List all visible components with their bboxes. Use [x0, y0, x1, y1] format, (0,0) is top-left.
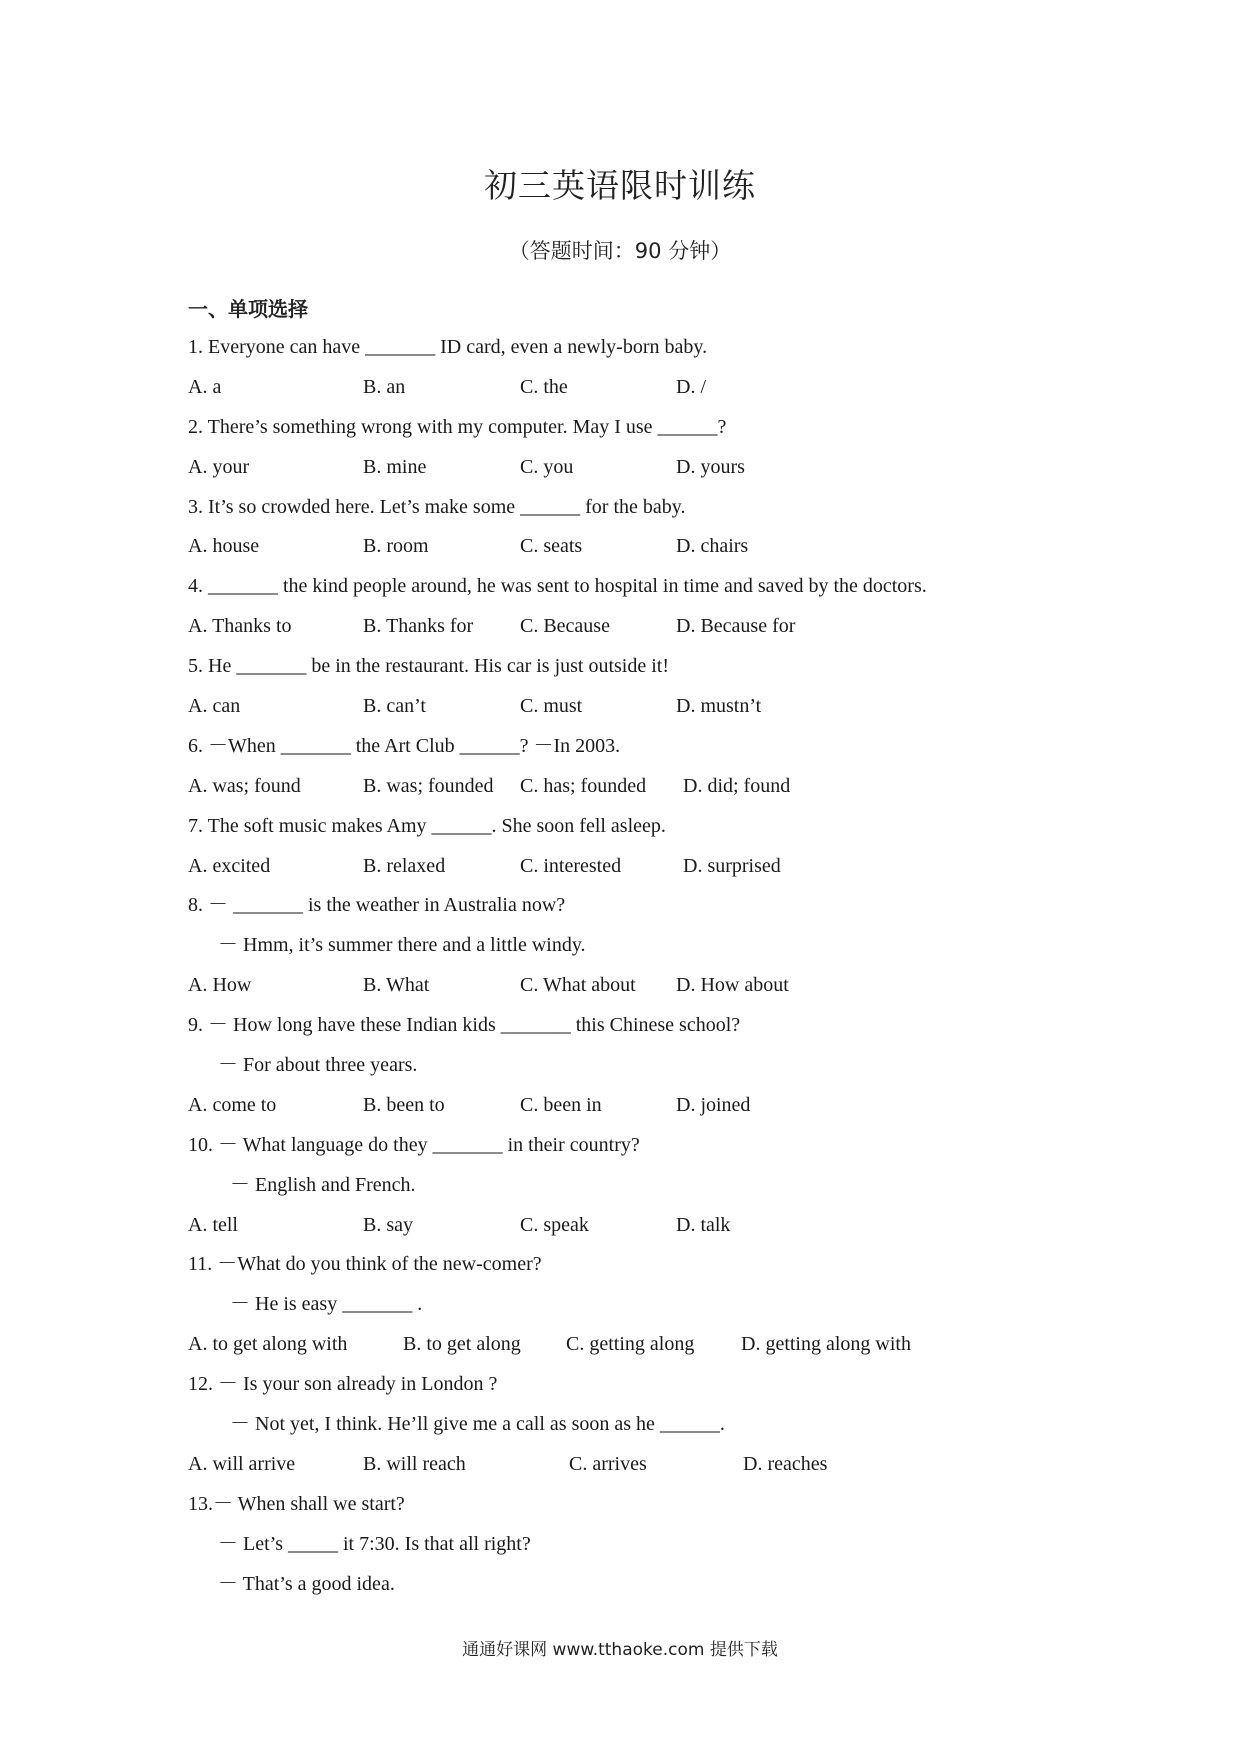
question-stem: 4. _______ the kind people around, he was sent to hospital in time and saved by the doctors. [188, 575, 927, 598]
option-c: C. you [520, 455, 574, 478]
option-a: A. to get along with [188, 1333, 348, 1356]
option-a: A. was; found [188, 774, 301, 797]
page-title: 初三英语限时训练 [484, 166, 756, 205]
option-a: A. will arrive [188, 1452, 296, 1475]
option-d: D. did; found [683, 774, 791, 797]
dialogue-line: － English and French. [230, 1173, 416, 1196]
option-c: C. has; founded [520, 774, 647, 797]
question-stem: 9. － How long have these Indian kids _______ this Chinese school? [188, 1014, 741, 1037]
answer-options [188, 1086, 1088, 1126]
option-c: C. seats [520, 535, 583, 558]
option-b: B. was; founded [363, 774, 494, 797]
question-stem: 2. There’s something wrong with my computer. May I use ______? [188, 415, 727, 438]
answer-options [188, 527, 1088, 567]
option-a: A. excited [188, 854, 271, 877]
question-stem: 8. － _______ is the weather in Australia now? [188, 894, 566, 917]
option-d: D. Because for [676, 615, 796, 638]
option-d: D. mustn’t [676, 695, 762, 718]
answer-options [188, 1325, 1088, 1365]
question-stem: 3. It’s so crowded here. Let’s make some ______ for the baby. [188, 495, 686, 518]
dialogue-line: － He is easy _______ . [230, 1293, 423, 1316]
question-stem: 13.－ When shall we start? [188, 1492, 405, 1515]
answer-options [188, 966, 1088, 1006]
option-d: D. yours [676, 455, 745, 478]
question-stem: 7. The soft music makes Amy ______. She soon fell asleep. [188, 814, 666, 837]
question-list [188, 328, 1088, 1605]
option-b: B. Thanks for [363, 615, 474, 638]
option-c: C. been in [520, 1093, 602, 1116]
option-c: C. arrives [569, 1452, 647, 1475]
option-c: C. interested [520, 854, 622, 877]
option-b: B. been to [363, 1093, 445, 1116]
option-b: B. What [363, 974, 430, 997]
option-c: C. Because [520, 615, 610, 638]
option-b: B. an [363, 375, 406, 398]
section-heading: 一、单项选择 [188, 297, 308, 321]
option-c: C. speak [520, 1213, 589, 1236]
option-d: D. joined [676, 1093, 751, 1116]
option-a: A. tell [188, 1213, 238, 1236]
answer-options [188, 368, 1088, 408]
option-b: B. relaxed [363, 854, 446, 877]
question-stem: 5. He _______ be in the restaurant. His car is just outside it! [188, 655, 670, 678]
dialogue-line: － Hmm, it’s summer there and a little windy. [218, 934, 586, 957]
option-c: C. must [520, 695, 583, 718]
option-b: B. say [363, 1213, 413, 1236]
option-b: B. can’t [363, 695, 426, 718]
answer-options [188, 767, 1088, 807]
option-a: A. your [188, 455, 250, 478]
question-stem: 6. －When _______ the Art Club ______? －In 2003. [188, 734, 621, 757]
dialogue-line: － For about three years. [218, 1054, 418, 1077]
answer-options [188, 607, 1088, 647]
option-d: D. getting along with [741, 1333, 911, 1356]
option-c: C. What about [520, 974, 636, 997]
dialogue-line: － Let’s _____ it 7:30. Is that all right? [218, 1532, 531, 1555]
option-b: B. room [363, 535, 429, 558]
page-subtitle: （答题时间：90 分钟） [508, 239, 732, 263]
option-a: A. Thanks to [188, 615, 292, 638]
option-d: D. reaches [743, 1452, 828, 1475]
option-d: D. chairs [676, 535, 749, 558]
option-a: A. come to [188, 1093, 277, 1116]
answer-options [188, 687, 1088, 727]
option-d: D. talk [676, 1213, 731, 1236]
option-a: A. can [188, 695, 241, 718]
question-stem: 1. Everyone can have _______ ID card, even a newly-born baby. [188, 336, 708, 358]
option-b: B. mine [363, 455, 427, 478]
dialogue-line: － Not yet, I think. He’ll give me a call as soon as he ______. [230, 1413, 725, 1436]
option-d: D. / [676, 375, 706, 398]
question-stem: 10. － What language do they _______ in their country? [188, 1133, 640, 1156]
answer-options [188, 448, 1088, 488]
option-d: D. How about [676, 974, 789, 997]
option-c: C. getting along [566, 1333, 695, 1356]
option-a: A. house [188, 535, 260, 558]
dialogue-line: － That’s a good idea. [218, 1572, 395, 1595]
option-b: B. to get along [403, 1333, 521, 1356]
question-stem: 12. － Is your son already in London ? [188, 1373, 498, 1396]
question-stem: 11. －What do you think of the new-comer? [188, 1253, 542, 1276]
option-a: A. How [188, 974, 252, 997]
option-d: D. surprised [683, 854, 781, 877]
answer-options [188, 1445, 1088, 1485]
answer-options [188, 1206, 1088, 1246]
option-a: A. a [188, 375, 222, 398]
page-footer: 通通好课网 www.tthaoke.com 提供下载 [462, 1640, 778, 1660]
answer-options [188, 847, 1088, 887]
option-c: C. the [520, 375, 568, 398]
option-b: B. will reach [363, 1452, 466, 1475]
